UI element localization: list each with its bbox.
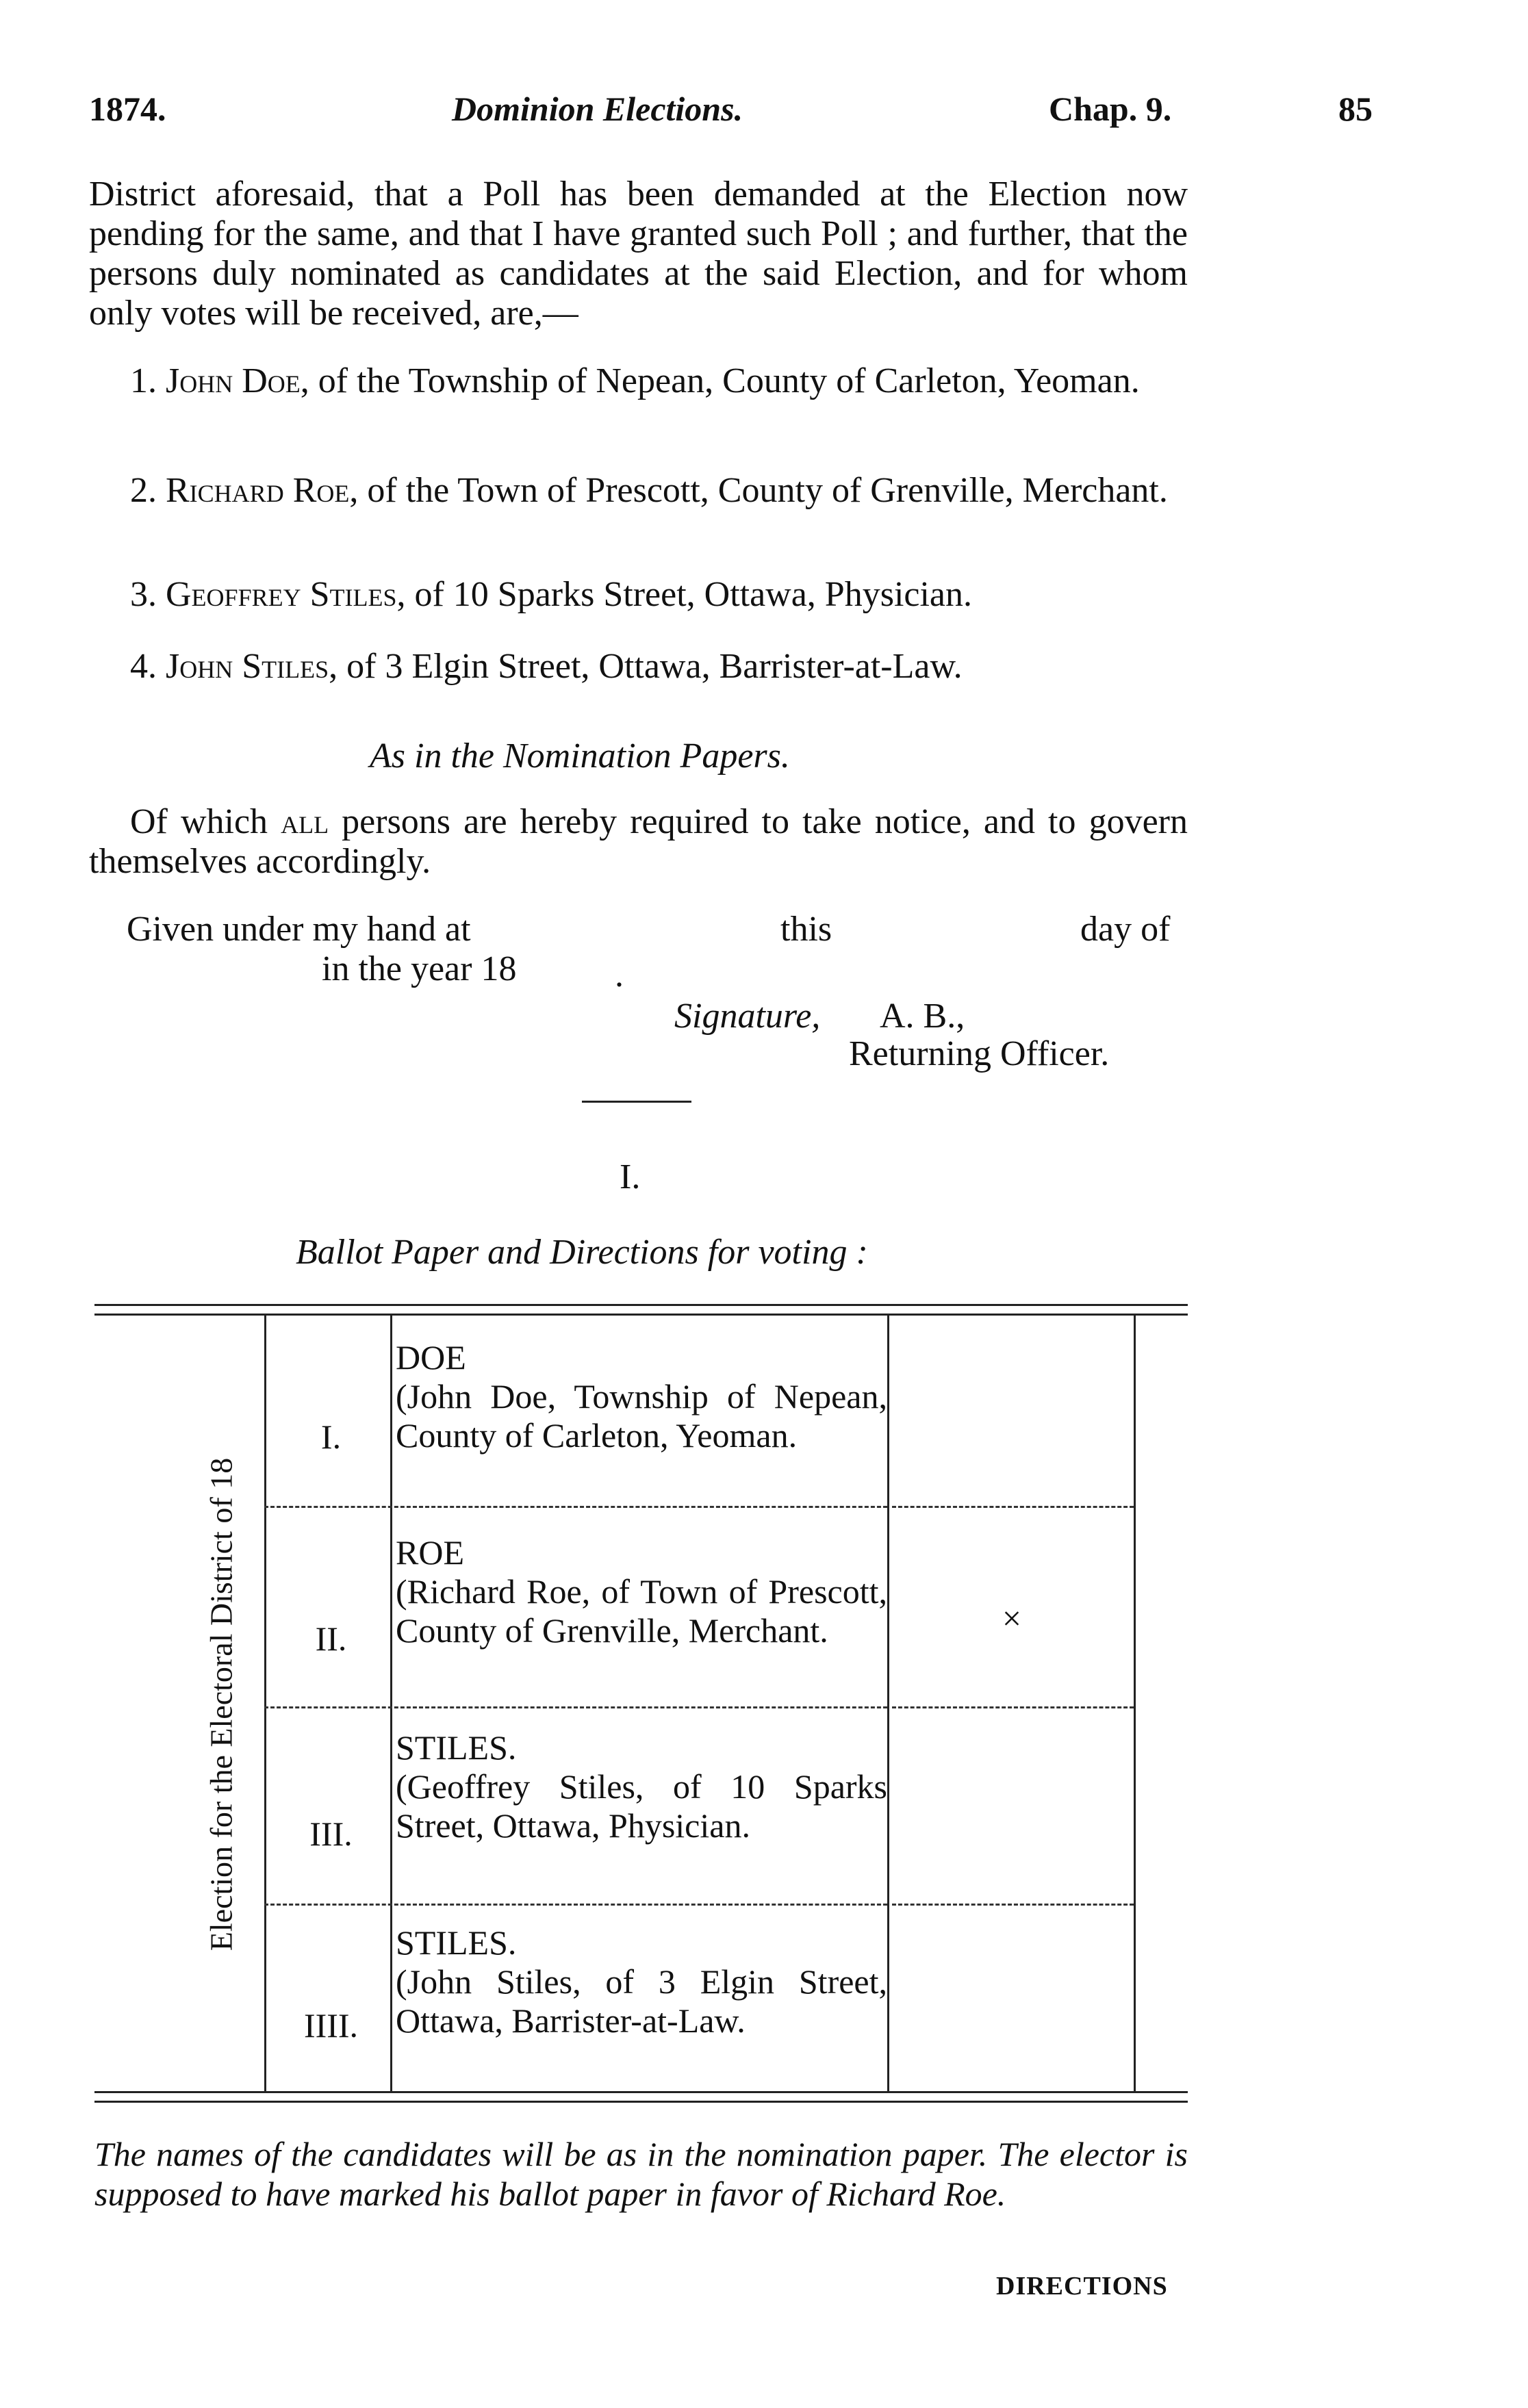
ballot-side-label-text: Election for the Electoral District of 18 bbox=[203, 1457, 239, 1951]
header-title: Dominion Elections. bbox=[452, 90, 743, 128]
candidate-details: , of the Township of Nepean, County of Carleton, Yeoman. bbox=[300, 361, 1140, 400]
ballot-row-numeral: I. bbox=[320, 1418, 342, 1456]
ballot-row-numeral: III. bbox=[309, 1815, 353, 1853]
ballot-candidate-surname: DOE bbox=[396, 1338, 466, 1376]
ballot-row-numeral: IIII. bbox=[303, 2006, 359, 2045]
warning-text-end: persons are hereby required to take notice, and to govern themselves accordingly. bbox=[89, 802, 1188, 881]
ballot-row-separator bbox=[892, 1904, 1134, 1906]
candidate-name: John Doe bbox=[166, 361, 301, 400]
given-under-label: Given under my hand at bbox=[127, 910, 471, 949]
ballot-column-rule bbox=[887, 1314, 889, 2091]
ballot-candidate-surname: STILES. bbox=[396, 1728, 517, 1767]
ballot-candidate-details: (Geoffrey Stiles, of 10 Sparks Street, Ottawa, Physician. bbox=[396, 1767, 887, 1845]
ballot-candidate-surname: STILES. bbox=[396, 1923, 517, 1962]
candidate-name: Geoffrey Stiles bbox=[166, 575, 397, 614]
section-numeral: I. bbox=[620, 1157, 641, 1196]
ballot-row-separator bbox=[892, 1506, 1134, 1508]
day-of-label: day of bbox=[1080, 910, 1171, 949]
page-number: 85 bbox=[1338, 90, 1373, 128]
ballot-vote-box[interactable]: × bbox=[1002, 1599, 1022, 1637]
section-title: Ballot Paper and Directions for voting : bbox=[296, 1233, 868, 1272]
ballot-column-rule bbox=[1134, 1314, 1136, 2091]
signature-label: Signature, bbox=[674, 997, 821, 1036]
header-year: 1874. bbox=[89, 90, 166, 128]
ballot-paper bbox=[94, 1304, 1188, 2105]
candidate-item-2 bbox=[89, 471, 1188, 511]
in-the-year-label: in the year 18 bbox=[322, 949, 517, 988]
candidate-number: 2. bbox=[130, 471, 157, 510]
ballot-candidate-details: (John Doe, Township of Nepean, County of Carleton, Yeoman. bbox=[396, 1377, 887, 1455]
ballot-candidate-details: (John Stiles, of 3 Elgin Street, Ottawa, Barrister-at-Law. bbox=[396, 1962, 887, 2040]
candidate-item-1 bbox=[89, 361, 1188, 401]
ballot-candidate-surname: ROE bbox=[396, 1533, 464, 1572]
signature-name: A. B., bbox=[880, 997, 965, 1036]
warning-all: all bbox=[281, 802, 329, 841]
this-label: this bbox=[780, 910, 832, 949]
ballot-candidate-roe bbox=[396, 1533, 887, 1650]
catchword: DIRECTIONS bbox=[996, 2272, 1168, 2301]
warning-text: Of which bbox=[130, 802, 281, 841]
notice-intro: District aforesaid, that a Poll has been demanded at the Election now pending for the same, and that I have granted such Poll ; and further, that the persons duly nominated as candidates at the said Election, and for whom only votes will be received, are,— bbox=[89, 175, 1188, 333]
candidate-item-4 bbox=[89, 647, 1188, 687]
ballot-row-separator bbox=[892, 1706, 1134, 1708]
section-rule bbox=[582, 1101, 691, 1103]
candidate-item-3 bbox=[89, 575, 1188, 615]
nomination-note: As in the Nomination Papers. bbox=[370, 737, 790, 776]
candidate-number: 4. bbox=[130, 647, 157, 686]
ballot-candidate-geoffrey-stiles bbox=[396, 1728, 887, 1845]
ballot-candidate-john-stiles bbox=[396, 1923, 887, 2040]
ballot-side-label bbox=[183, 1304, 259, 2105]
candidate-details: , of 10 Sparks Street, Ottawa, Physician. bbox=[396, 575, 973, 614]
candidate-name: Richard Roe bbox=[166, 471, 350, 510]
notice-warning bbox=[89, 802, 1188, 882]
ballot-candidate-details: (Richard Roe, of Town of Prescott, County of Grenville, Merchant. bbox=[396, 1572, 887, 1650]
ballot-row-separator bbox=[264, 1904, 887, 1906]
header-chapter: Chap. 9. bbox=[1049, 90, 1172, 128]
candidate-name: John Stiles bbox=[166, 647, 329, 686]
ballot-candidate-doe bbox=[396, 1338, 887, 1455]
ballot-footnote: The names of the candidates will be as in the nomination paper. The elector is supposed to have marked his ballot paper in favor of Richard Roe. bbox=[94, 2135, 1188, 2213]
punct-dot: . bbox=[615, 956, 624, 995]
ballot-row-numeral: II. bbox=[315, 1619, 347, 1658]
candidate-number: 3. bbox=[130, 575, 157, 614]
candidate-details: , of the Town of Prescott, County of Grenville, Merchant. bbox=[349, 471, 1168, 510]
ballot-row-separator bbox=[264, 1706, 887, 1708]
candidate-number: 1. bbox=[130, 361, 157, 400]
candidate-details: , of 3 Elgin Street, Ottawa, Barrister-at-Law. bbox=[329, 647, 963, 686]
ballot-row-separator bbox=[264, 1506, 887, 1508]
returning-officer: Returning Officer. bbox=[849, 1034, 1110, 1073]
ballot-column-rule bbox=[264, 1314, 266, 2091]
